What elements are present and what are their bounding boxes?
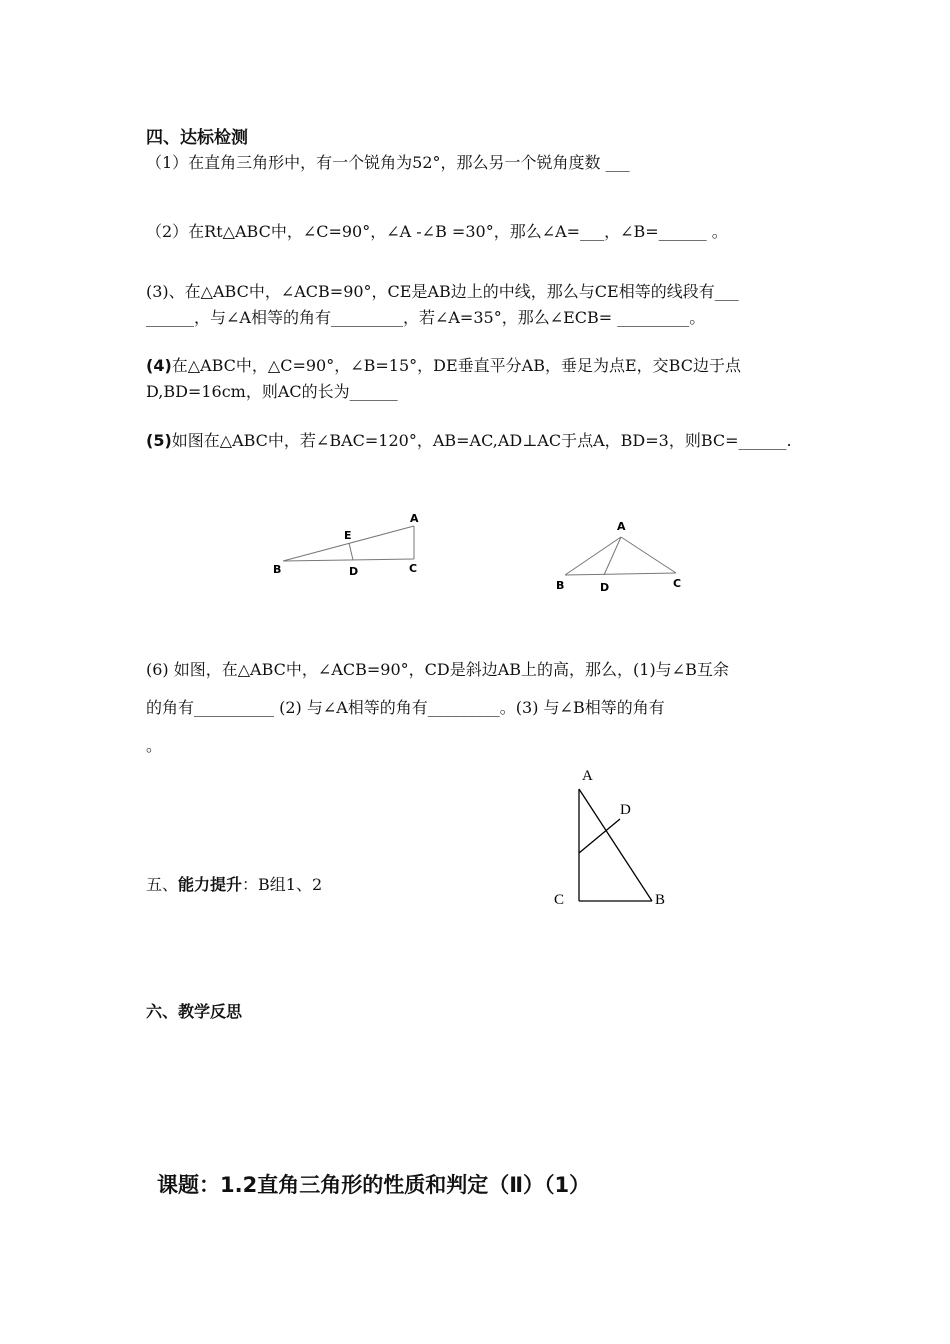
question-6-line1: (6) 如图，在△ABC中，∠ACB=90°，CD是斜边AB上的高，那么，(1)与∠B互余 <box>146 660 729 679</box>
fig1-label-d: D <box>349 565 359 578</box>
fig2-label-c: C <box>673 577 682 590</box>
question-5-number: (5) <box>146 431 172 450</box>
question-4-text: 在△ABC中，△C=90°，∠B=15°，DE垂直平分AB，垂足为点E，交BC边于点 <box>171 356 741 375</box>
section4-heading: 四、达标检测 <box>146 128 248 148</box>
question-6-line3: 。 <box>146 736 163 755</box>
fig2-label-a: A <box>617 520 626 533</box>
fig1-label-c: C <box>409 562 418 575</box>
question-4-number: (4) <box>146 356 172 375</box>
fig3-side-ab <box>579 789 652 901</box>
lesson-title: 课题：1.2直角三角形的性质和判定（Ⅱ）（1） <box>157 1173 591 1197</box>
fig1-label-b: B <box>273 563 282 576</box>
question-1: （1）在直角三角形中，有一个锐角为52°，那么另一个锐角度数 ___ <box>146 153 630 172</box>
fig3-label-a: A <box>582 768 593 784</box>
fig2-label-b: B <box>556 579 565 592</box>
fig3-label-c: C <box>554 892 565 908</box>
fig1-label-a: A <box>410 512 419 525</box>
question-6-line2: 的角有__________ (2) 与∠A相等的角有_________。(3) 与∠B相等的角有 <box>146 698 665 717</box>
question-5-text: 如图在△ABC中，若∠BAC=120°，AB=AC,AD⊥AC于点A，BD=3，则BC=______. <box>171 431 792 450</box>
section6-heading: 六、教学反思 <box>146 1002 243 1021</box>
section5-rest: ：B组1、2 <box>242 875 323 894</box>
fig3-altitude-cd <box>579 819 620 853</box>
question-3-line2: ______，与∠A相等的角有_________，若∠A=35°，那么∠ECB= _________。 <box>146 308 706 327</box>
fig1-label-e: E <box>344 529 352 542</box>
question-3-line1: (3)、在△ABC中，∠ACB=90°，CE是AB边上的中线，那么与CE相等的线段有___ <box>146 282 739 301</box>
fig2-label-d: D <box>600 581 610 594</box>
fig3-label-b: B <box>655 892 666 908</box>
section5-heading <box>146 875 322 895</box>
fig3-label-d: D <box>620 802 631 818</box>
section5-prefix: 五、 <box>146 875 179 894</box>
question-2: （2）在Rt△ABC中，∠C=90°，∠A -∠B =30°，那么∠A=___，∠B=______ 。 <box>146 222 728 241</box>
section5-bold: 能力提升 <box>178 875 243 894</box>
question-4-line2: D,BD=16cm，则AC的长为______ <box>146 382 398 401</box>
